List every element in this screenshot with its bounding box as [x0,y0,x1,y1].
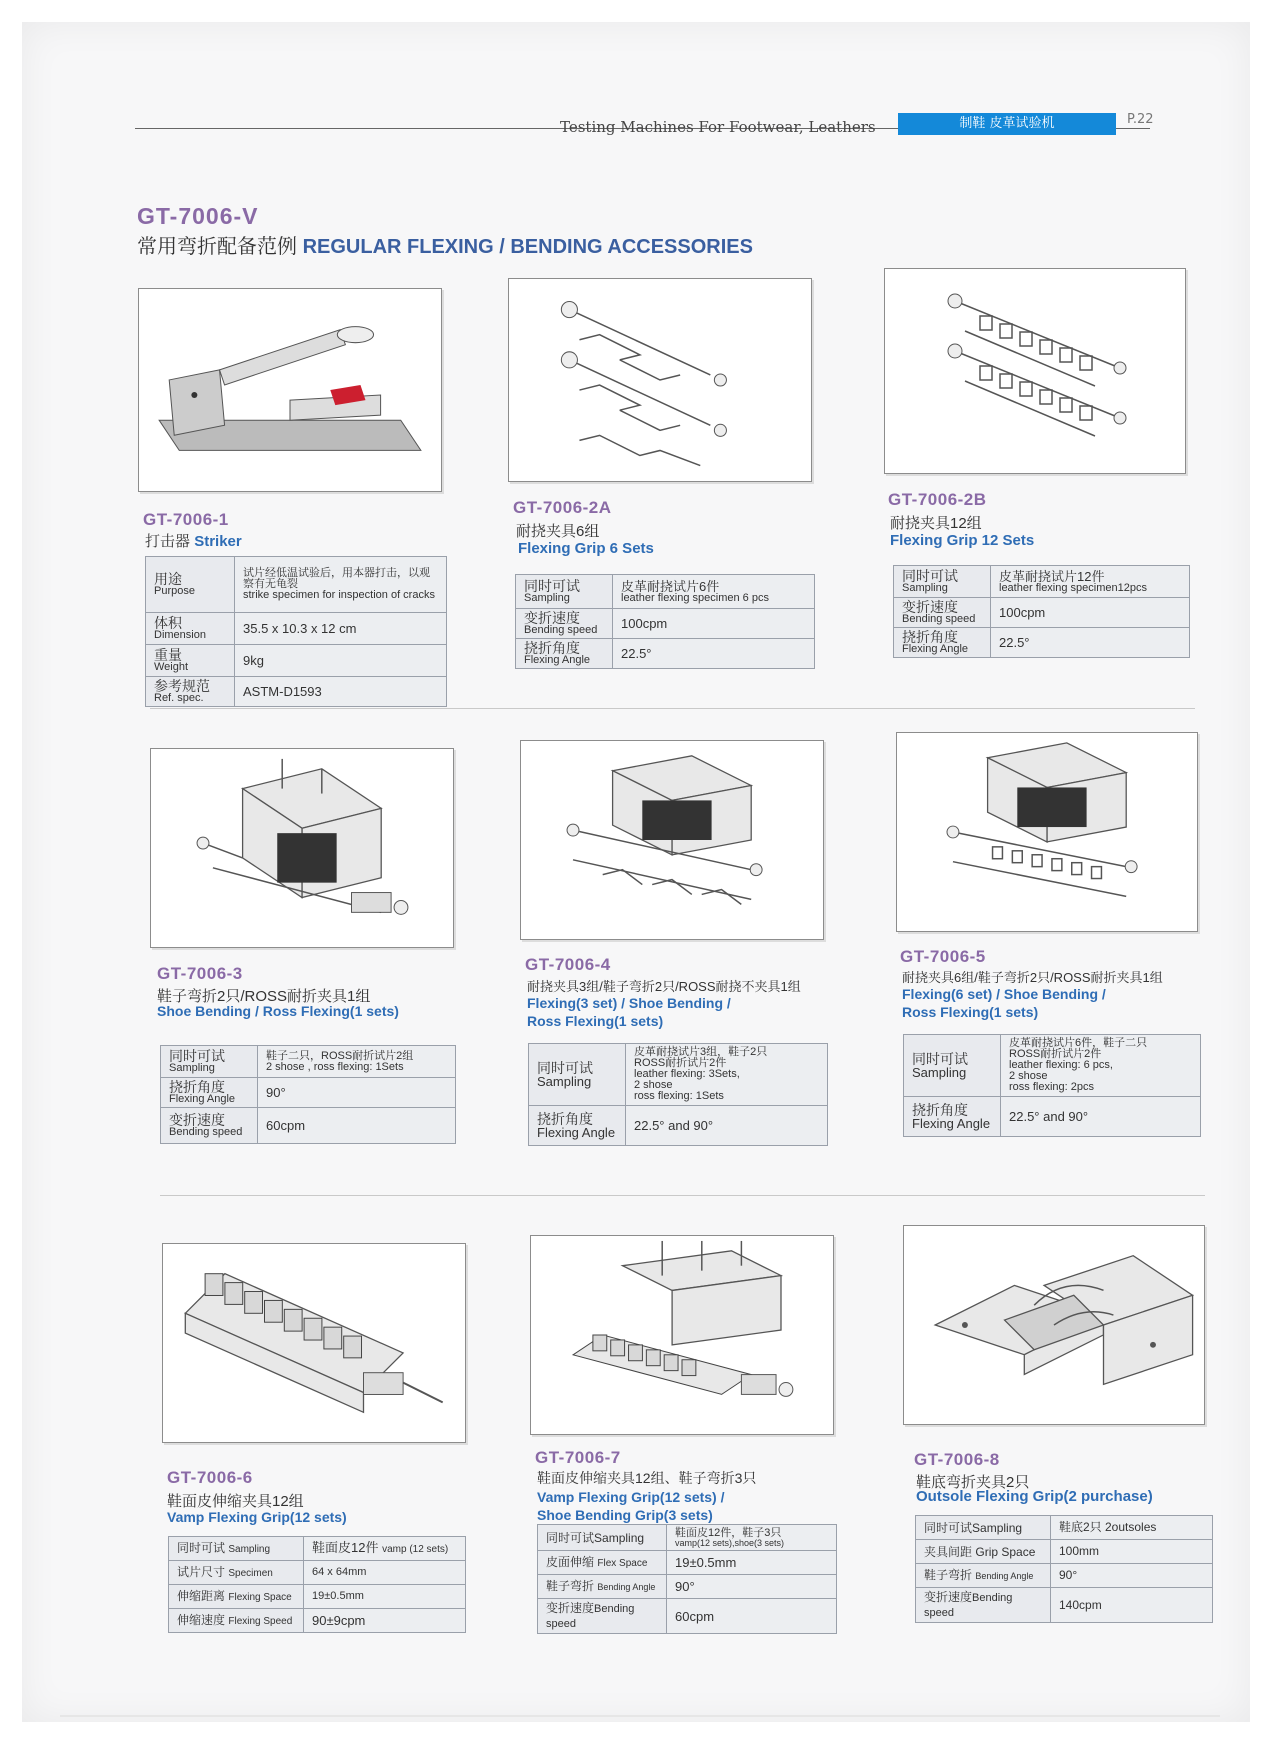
section-title-en: REGULAR FLEXING / BENDING ACCESSORIES [302,236,753,258]
spec-value: 19±0.5mm [304,1585,466,1609]
flexing-grip-12-image [884,268,1186,474]
spec-value: 皮革耐挠试片3组，鞋子2只 ROSS耐折试片2件 leather flexing: 3Sets, 2 shose ross flexing: 1Sets [626,1044,828,1106]
product-name-en: Flexing(3 set) / Shoe Bending / Ross Flexing(1 sets) [527,995,731,1029]
spec-table [160,1045,456,1144]
spec-key: 鞋子弯折 Bending Angle [916,1564,1051,1588]
product-name-en: Flexing Grip 6 Sets [518,540,654,557]
flexing-shoe-ross-image [520,740,824,940]
header-badge: 制鞋 皮革试验机 [898,113,1116,135]
spec-table [903,1034,1201,1137]
spec-value: 100mm [1051,1540,1213,1564]
spec-key: 变折速度Bending speed [916,1588,1051,1623]
product-code: GT-7006-5 [900,947,986,966]
spec-value: 9kg [235,645,447,677]
product-code: GT-7006-8 [914,1450,1000,1469]
product-name-cn: 耐挠夹具3组/鞋子弯折2只/ROSS耐挠不夹具1组 [527,979,801,994]
spec-key: 同时可试 Sampling [904,1035,1001,1097]
spec-key: 同时可试 Sampling [516,575,613,609]
section-title-cn: 常用弯折配备范例 [137,236,297,258]
vamp-shoe-bending-image [530,1235,834,1435]
spec-value: 64 x 64mm [304,1561,466,1585]
product-name-cn: 鞋子弯折2只/ROSS耐折夹具1组 [157,988,371,1005]
spec-value: 19±0.5mm [667,1551,837,1575]
vamp-flexing-grip-image [162,1243,466,1443]
product-code: GT-7006-2A [513,498,612,517]
spec-table [893,565,1190,658]
spec-table [515,574,815,669]
product-name-en: Flexing(6 set) / Shoe Bending / Ross Flexing(1 sets) [902,986,1106,1020]
section-code: GT-7006-V [137,203,259,229]
spec-key: 参考规范 Ref. spec. [146,677,235,707]
spec-value: 100cpm [991,598,1190,628]
spec-value: 鞋面皮12件 vamp (12 sets) [304,1537,466,1561]
spec-table [145,556,447,707]
spec-key: 同时可试 Sampling [529,1044,626,1106]
spec-value: 试片经低温试验后，用本器打击，以观察有无龟裂 strike specimen for inspection of cracks [235,557,447,613]
spec-key: 变折速度 Bending speed [161,1108,258,1144]
product-code: GT-7006-7 [535,1448,621,1467]
spec-key: 伸缩速度 Flexing Speed [169,1609,304,1633]
product-name-cn: 耐挠夹具6组/鞋子弯折2只/ROSS耐折夹具1组 [902,970,1163,985]
spec-key: 挠折角度 Flexing Angle [904,1097,1001,1137]
flexing-grip-6-image [508,278,812,482]
spec-key: 同时可试 Sampling [894,566,991,598]
product-name-en: Striker [194,533,242,550]
spec-value: 100cpm [613,609,815,639]
spec-key: 挠折角度 Flexing Angle [529,1106,626,1146]
spec-key: 体积 Dimension [146,613,235,645]
product-code: GT-7006-3 [157,964,243,983]
spec-value: 鞋面皮12件，鞋子3只 vamp(12 sets),shoe(3 sets) [667,1525,837,1551]
spec-key: 挠折角度 Flexing Angle [894,628,991,658]
striker-image [138,288,442,492]
spec-value: 22.5° [613,639,815,669]
page-edge [60,1715,1220,1717]
spec-key: 同时可试Sampling [916,1516,1051,1540]
spec-key: 同时可试 Sampling [161,1046,258,1078]
product-name-cn: 鞋面皮伸缩夹具12组、鞋子弯折3只 [537,1470,757,1486]
product-code: GT-7006-6 [167,1468,253,1487]
spec-value: ASTM-D1593 [235,677,447,707]
spec-value: 皮革耐挠试片6件 leather flexing specimen 6 pcs [613,575,815,609]
shoe-bending-ross-image [150,748,454,948]
spec-table [915,1515,1213,1623]
product-name-cn: 鞋底弯折夹具2只 [916,1474,1030,1491]
spec-value: 90° [258,1078,456,1108]
row-divider-2 [160,1195,1205,1196]
spec-value: 90° [1051,1564,1213,1588]
spec-key: 试片尺寸 Specimen [169,1561,304,1585]
product-name-en: Shoe Bending / Ross Flexing(1 sets) [157,1003,399,1019]
spec-key: 挠折角度 Flexing Angle [516,639,613,669]
spec-value: 90±9cpm [304,1609,466,1633]
row-divider-1 [150,708,1195,709]
spec-value: 60cpm [258,1108,456,1144]
outsole-flexing-grip-image [903,1225,1205,1425]
product-name-en: Vamp Flexing Grip(12 sets) / Shoe Bending Grip(3 sets) [537,1489,725,1523]
spec-key: 变折速度 Bending speed [516,609,613,639]
spec-table [528,1043,828,1146]
spec-key: 鞋子弯折 Bending Angle [538,1575,667,1599]
product-name [145,530,242,551]
spec-key: 同时可试 Sampling [169,1537,304,1561]
section-title [137,230,753,259]
spec-table [168,1536,466,1633]
product-name-en: Flexing Grip 12 Sets [890,532,1035,549]
product-name-cn: 打击器 [145,533,191,550]
spec-value: 皮革耐挠试片6件，鞋子二只 ROSS耐折试片2件 leather flexing: 6 pcs, 2 shose ross flexing: 2pcs [1001,1035,1201,1097]
flexing-6-shoe-ross-image [896,732,1198,932]
spec-value: 22.5° [991,628,1190,658]
product-name-en: Outsole Flexing Grip(2 purchase) [916,1488,1153,1505]
spec-key: 挠折角度 Flexing Angle [161,1078,258,1108]
spec-key: 皮面伸缩 Flex Space [538,1551,667,1575]
product-name-cn: 鞋面皮伸缩夹具12组 [167,1493,304,1510]
product-code: GT-7006-4 [525,955,611,974]
spec-value: 22.5° and 90° [626,1106,828,1146]
spec-value: 60cpm [667,1599,837,1634]
product-name-cn: 耐挠夹具6组 [516,523,600,540]
spec-key: 重量 Weight [146,645,235,677]
spec-key: 变折速度Bending speed [538,1599,667,1634]
spec-key: 夹具间距 Grip Space [916,1540,1051,1564]
product-name-cn: 耐挠夹具12组 [890,515,982,532]
product-name-en: Vamp Flexing Grip(12 sets) [167,1509,347,1525]
product-code: GT-7006-2B [888,490,987,509]
spec-table [537,1524,837,1634]
page-number: P.22 [1127,112,1154,127]
header-title: Testing Machines For Footwear, Leathers [560,118,876,136]
spec-value: 鞋底2只 2outsoles [1051,1516,1213,1540]
product-code: GT-7006-1 [143,510,229,529]
spec-key: 变折速度 Bending speed [894,598,991,628]
spec-value: 140cpm [1051,1588,1213,1623]
spec-value: 鞋子二只，ROSS耐折试片2组 2 shose , ross flexing: 1Sets [258,1046,456,1078]
spec-value: 皮革耐挠试片12件 leather flexing specimen12pcs [991,566,1190,598]
spec-key: 同时可试Sampling [538,1525,667,1551]
spec-key: 用途 Purpose [146,557,235,613]
spec-key: 伸缩距离 Flexing Space [169,1585,304,1609]
spec-value: 35.5 x 10.3 x 12 cm [235,613,447,645]
spec-value: 22.5° and 90° [1001,1097,1201,1137]
spec-value: 90° [667,1575,837,1599]
